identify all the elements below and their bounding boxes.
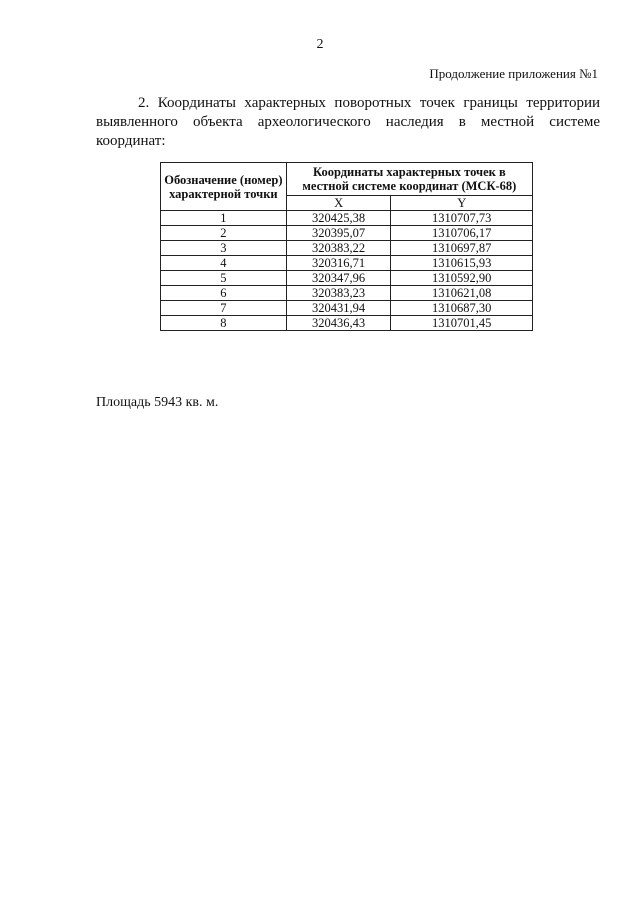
table-row <box>161 211 533 226</box>
cell-y: 1310687,30 <box>391 301 533 316</box>
cell-point: 3 <box>161 241 287 256</box>
cell-y: 1310592,90 <box>391 271 533 286</box>
cell-point: 1 <box>161 211 287 226</box>
table-row <box>161 256 533 271</box>
cell-x: 320383,22 <box>286 241 391 256</box>
header-x: X <box>286 196 391 211</box>
coordinates-table <box>160 162 533 331</box>
cell-point: 2 <box>161 226 287 241</box>
cell-y: 1310697,87 <box>391 241 533 256</box>
cell-point: 7 <box>161 301 287 316</box>
area-statement: Площадь 5943 кв. м. <box>96 395 219 410</box>
cell-x: 320316,71 <box>286 256 391 271</box>
intro-line-2: выявленного объекта археологического наследия в местной системе <box>96 114 600 130</box>
cell-x: 320431,94 <box>286 301 391 316</box>
table-row <box>161 226 533 241</box>
table-row <box>161 316 533 331</box>
cell-y: 1310706,17 <box>391 226 533 241</box>
header-y: Y <box>391 196 533 211</box>
table-header-row <box>161 163 533 196</box>
header-coordinates: Координаты характерных точек в местной системе координат (МСК-68) <box>286 163 532 196</box>
cell-x: 320383,23 <box>286 286 391 301</box>
table-body <box>161 211 533 331</box>
cell-point: 5 <box>161 271 287 286</box>
table-row <box>161 301 533 316</box>
cell-x: 320436,43 <box>286 316 391 331</box>
cell-y: 1310615,93 <box>391 256 533 271</box>
intro-line-1: 2. Координаты характерных поворотных точек границы территории <box>138 95 600 111</box>
cell-point: 6 <box>161 286 287 301</box>
intro-line-3: координат: <box>96 133 166 149</box>
page-number: 2 <box>316 37 324 52</box>
cell-x: 320347,96 <box>286 271 391 286</box>
table-row <box>161 286 533 301</box>
cell-x: 320395,07 <box>286 226 391 241</box>
cell-y: 1310707,73 <box>391 211 533 226</box>
appendix-continuation-note: Продолжение приложения №1 <box>429 66 598 81</box>
coordinates-intro-paragraph <box>96 94 600 151</box>
header-point-designation: Обозначение (номер) характерной точки <box>161 163 287 211</box>
cell-y: 1310621,08 <box>391 286 533 301</box>
table-row <box>161 241 533 256</box>
cell-point: 8 <box>161 316 287 331</box>
table-row <box>161 271 533 286</box>
cell-y: 1310701,45 <box>391 316 533 331</box>
cell-x: 320425,38 <box>286 211 391 226</box>
cell-point: 4 <box>161 256 287 271</box>
